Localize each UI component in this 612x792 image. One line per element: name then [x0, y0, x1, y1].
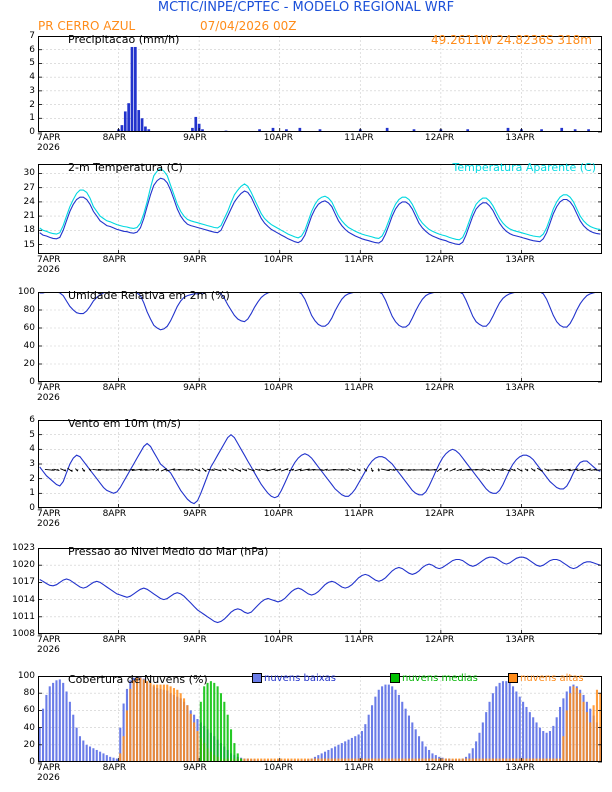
panel-title-precipitacao: Precipitacao (mm/h) — [68, 33, 180, 46]
y-tick-label: 1023 — [12, 543, 35, 553]
x-axis-year: 2026 — [37, 265, 60, 275]
legend-nuvens-medias — [390, 673, 478, 684]
x-tick-label: 7APR — [37, 509, 61, 519]
x-tick-label: 10APR — [263, 133, 293, 143]
y-tick-label: 20 — [23, 739, 35, 750]
y-tick-label: 2 — [29, 473, 35, 484]
y-tick-label: 21 — [23, 211, 35, 222]
x-tick-label: 11APR — [344, 255, 374, 265]
model-run-time: 07/04/2026 00Z — [200, 19, 297, 33]
panel-precipitacao — [29, 31, 602, 153]
y-tick-label: 1011 — [12, 611, 35, 622]
panel-title-temperatura: 2-m Temperatura (C) — [68, 161, 183, 174]
x-tick-label: 11APR — [344, 133, 374, 143]
y-tick-label: 100 — [17, 287, 35, 297]
legend-nuvens-altas — [508, 673, 584, 684]
x-tick-label: 12APR — [424, 133, 455, 143]
y-tick-label: 5 — [29, 429, 35, 440]
x-tick-label: 13APR — [505, 635, 535, 645]
legend-label-baixas: nuvens baixas — [264, 673, 336, 684]
x-tick-label: 9APR — [183, 509, 207, 519]
plot-0 — [38, 36, 602, 144]
x-tick-label: 7APR — [37, 635, 61, 645]
x-tick-label: 11APR — [344, 383, 374, 393]
y-tick-label: 3 — [29, 85, 35, 96]
y-tick-label: 0 — [29, 503, 35, 513]
y-tick-label: 24 — [23, 196, 35, 207]
plot-1 — [38, 164, 602, 260]
x-tick-label: 10APR — [263, 255, 293, 265]
x-axis-year: 2026 — [37, 519, 60, 529]
y-tick-label: 5 — [29, 58, 35, 69]
x-tick-label: 13APR — [505, 383, 535, 393]
x-tick-label: 10APR — [263, 383, 293, 393]
y-tick-label: 1014 — [12, 594, 35, 605]
x-tick-label: 9APR — [183, 763, 207, 773]
y-tick-label: 20 — [23, 359, 35, 369]
legend-temperatura-aparente: Temperatura Aparente (C) — [452, 161, 596, 174]
x-tick-label: 11APR — [344, 763, 374, 773]
x-tick-label: 12APR — [424, 635, 455, 645]
x-axis-year: 2026 — [37, 393, 60, 403]
y-tick-label: 1017 — [12, 577, 35, 588]
y-tick-label: 7 — [29, 31, 35, 41]
y-tick-label: 40 — [23, 722, 35, 733]
swatch-nuvens-medias — [390, 673, 400, 683]
x-tick-label: 7APR — [37, 763, 61, 773]
x-tick-label: 10APR — [263, 635, 293, 645]
panel-nuvens — [17, 671, 602, 783]
panel-pressao — [12, 543, 602, 655]
station-name: PR CERRO AZUL — [38, 19, 136, 33]
page-title: MCTIC/INPE/CPTEC - MODELO REGIONAL WRF — [157, 0, 455, 15]
y-tick-label: 6 — [29, 44, 35, 55]
x-tick-label: 13APR — [505, 255, 535, 265]
y-tick-label: 100 — [17, 671, 35, 681]
panel-title-nuvens: Cobertura de Nuvens (%) — [68, 673, 208, 686]
y-tick-label: 4 — [29, 444, 35, 455]
x-axis-year: 2026 — [37, 143, 60, 153]
x-tick-label: 9APR — [183, 635, 207, 645]
x-tick-label: 8APR — [102, 133, 127, 143]
x-tick-label: 12APR — [424, 383, 455, 393]
y-tick-label: 1 — [29, 488, 35, 499]
y-tick-label: 0 — [29, 757, 35, 767]
x-tick-label: 8APR — [102, 763, 127, 773]
y-tick-label: 1 — [29, 113, 35, 124]
y-tick-label: 1020 — [12, 560, 35, 571]
swatch-nuvens-baixas — [252, 673, 262, 683]
y-tick-label: 3 — [29, 459, 35, 469]
y-tick-label: 4 — [29, 72, 35, 83]
x-tick-label: 10APR — [263, 509, 293, 519]
legend-label-medias: nuvens medias — [402, 673, 478, 684]
x-tick-label: 8APR — [102, 509, 127, 519]
x-tick-label: 11APR — [344, 635, 374, 645]
x-tick-label: 10APR — [263, 763, 293, 773]
y-tick-label: 6 — [29, 415, 35, 425]
y-tick-label: 27 — [23, 182, 35, 193]
legend-label-altas: nuvens altas — [520, 673, 584, 684]
panel-umidade — [17, 287, 602, 403]
x-tick-label: 9APR — [183, 383, 207, 393]
x-tick-label: 9APR — [183, 133, 207, 143]
panel-temperatura — [23, 161, 602, 275]
y-tick-label: 1008 — [12, 629, 35, 639]
x-tick-label: 12APR — [424, 255, 455, 265]
x-tick-label: 7APR — [37, 383, 61, 393]
x-tick-label: 12APR — [424, 763, 455, 773]
y-tick-label: 18 — [23, 225, 35, 236]
x-tick-label: 8APR — [102, 635, 127, 645]
panel-vento — [29, 415, 602, 529]
y-tick-label: 40 — [23, 341, 35, 351]
swatch-nuvens-altas — [508, 673, 518, 683]
plot-3 — [38, 420, 602, 518]
x-axis-year: 2026 — [37, 645, 60, 655]
y-tick-label: 80 — [23, 305, 35, 315]
x-tick-label: 8APR — [102, 255, 127, 265]
x-tick-label: 12APR — [424, 509, 455, 519]
station-header — [0, 19, 612, 33]
y-tick-label: 80 — [23, 688, 35, 699]
x-tick-label: 11APR — [344, 509, 374, 519]
y-tick-label: 2 — [29, 99, 35, 110]
x-tick-label: 7APR — [37, 133, 61, 143]
x-tick-label: 9APR — [183, 255, 207, 265]
panel-title-umidade: Umidade Relativa em 2m (%) — [68, 289, 230, 302]
x-tick-label: 13APR — [505, 133, 535, 143]
x-tick-label: 13APR — [505, 763, 535, 773]
x-tick-label: 13APR — [505, 509, 535, 519]
plot-2 — [38, 292, 602, 388]
panel-title-pressao: Pressao ao Nivel Medio do Mar (hPa) — [68, 545, 269, 558]
y-tick-label: 30 — [23, 168, 35, 179]
y-tick-label: 0 — [29, 127, 35, 137]
panel-title-vento: Vento em 10m (m/s) — [68, 417, 181, 430]
x-tick-label: 7APR — [37, 255, 61, 265]
y-tick-label: 60 — [23, 323, 35, 333]
legend-nuvens-baixas — [252, 673, 336, 684]
coordinates-label: 49.2611W 24.8236S 318m — [431, 33, 592, 47]
y-tick-label: 0 — [29, 377, 35, 387]
x-tick-label: 8APR — [102, 383, 127, 393]
plot-4 — [38, 548, 602, 640]
y-tick-label: 60 — [23, 705, 35, 716]
x-axis-year: 2026 — [37, 773, 60, 783]
plot-5 — [38, 676, 602, 768]
y-tick-label: 15 — [23, 239, 35, 250]
